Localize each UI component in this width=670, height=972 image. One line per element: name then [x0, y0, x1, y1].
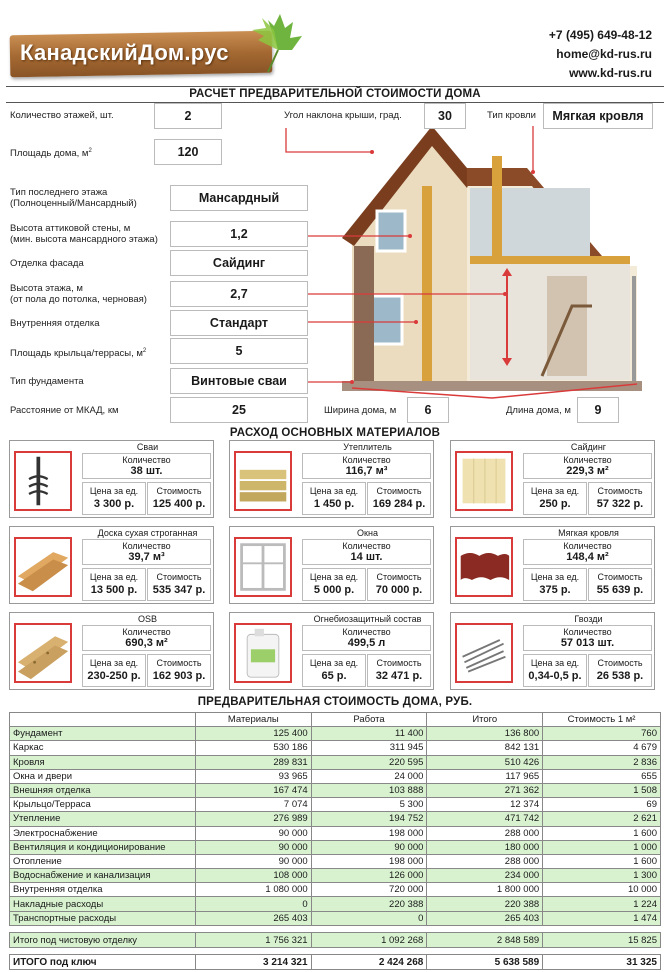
foundation-label: Тип фундамента: [10, 376, 84, 387]
cell-value: 1 508: [543, 783, 661, 797]
cell-value: 126 000: [311, 869, 427, 883]
website[interactable]: www.kd-rus.ru: [569, 66, 652, 80]
material-image-icon: [234, 537, 292, 597]
quantity-box: Количество 14 шт.: [302, 539, 431, 565]
cost-box: Стоимость 535 347 р.: [147, 568, 211, 601]
table-row: [10, 911, 661, 925]
cell-value: 90 000: [195, 840, 311, 854]
cell-value: 136 800: [427, 727, 543, 741]
cell-value: 265 403: [195, 911, 311, 925]
material-card: [450, 526, 655, 604]
quantity-box: Количество 690,3 м²: [82, 625, 211, 651]
cell-value: 289 831: [195, 755, 311, 769]
cost-table: [9, 712, 661, 926]
cell-value: 1 600: [543, 854, 661, 868]
cell-value: 471 742: [427, 812, 543, 826]
cell-value: 198 000: [311, 826, 427, 840]
cell-value: 1 756 321: [195, 933, 311, 948]
material-image-icon: [455, 537, 513, 597]
row-label: Крыльцо/Терраса: [10, 798, 196, 812]
material-name: Утеплитель: [343, 442, 392, 452]
width-label: Ширина дома, м: [324, 405, 397, 416]
cell-value: 510 426: [427, 755, 543, 769]
row-label: Итого под чистовую отделку: [10, 933, 196, 948]
cell-value: 3 214 321: [195, 955, 311, 970]
phone[interactable]: +7 (495) 649-48-12: [548, 28, 652, 42]
material-card: [9, 612, 214, 690]
row-label: Транспортные расходы: [10, 911, 196, 925]
length-field[interactable]: 9: [577, 397, 619, 423]
table-row: [10, 769, 661, 783]
cell-value: 90 000: [311, 840, 427, 854]
price-box: Цена за ед. 1 450 р.: [302, 482, 366, 515]
cell-value: 7 074: [195, 798, 311, 812]
cell-value: 5 638 589: [427, 955, 543, 970]
material-card: [450, 612, 655, 690]
cell-value: 10 000: [543, 883, 661, 897]
cell-value: 234 000: [427, 869, 543, 883]
material-image-icon: [234, 623, 292, 683]
cell-value: 720 000: [311, 883, 427, 897]
table-row: [10, 783, 661, 797]
subtotal-row: [9, 932, 661, 948]
cell-value: 180 000: [427, 840, 543, 854]
material-card: [229, 526, 434, 604]
cell-value: 5 300: [311, 798, 427, 812]
price-box: Цена за ед. 230-250 р.: [82, 654, 146, 687]
price-box: Цена за ед. 250 р.: [523, 482, 587, 515]
cell-value: 1 800 000: [427, 883, 543, 897]
material-image-icon: [455, 451, 513, 511]
cell-value: 2 424 268: [311, 955, 427, 970]
material-image-icon: [14, 451, 72, 511]
roof-angle-label: Угол наклона крыши, град.: [284, 110, 402, 121]
table-row: [10, 741, 661, 755]
material-name: Сайдинг: [570, 442, 607, 452]
cell-value: 15 825: [543, 933, 661, 948]
cell-value: 31 325: [543, 955, 661, 970]
facade-label: Отделка фасада: [10, 258, 84, 269]
cell-value: 1 600: [543, 826, 661, 840]
cell-value: 2 836: [543, 755, 661, 769]
cell-value: 1 224: [543, 897, 661, 911]
width-field[interactable]: 6: [407, 397, 449, 423]
cell-value: 90 000: [195, 854, 311, 868]
material-name: Окна: [357, 528, 378, 538]
price-box: Цена за ед. 3 300 р.: [82, 482, 146, 515]
cost-box: Стоимость 70 000 р.: [367, 568, 431, 601]
cost-box: Стоимость 55 639 р.: [588, 568, 652, 601]
cell-value: 69: [543, 798, 661, 812]
table-row: [10, 840, 661, 854]
cell-value: 271 362: [427, 783, 543, 797]
row-label: Кровля: [10, 755, 196, 769]
cell-value: 11 400: [311, 727, 427, 741]
porch-field[interactable]: 5: [170, 338, 308, 364]
interior-field[interactable]: Стандарт: [170, 310, 308, 336]
cell-value: 220 388: [427, 897, 543, 911]
material-name: Доска сухая строганная: [97, 528, 198, 538]
column-header: Стоимость 1 м²: [543, 713, 661, 727]
cell-value: 2 848 589: [427, 933, 543, 948]
cell-value: 760: [543, 727, 661, 741]
logo[interactable]: КанадскийДом.рус: [20, 40, 229, 65]
floors-field[interactable]: 2: [154, 103, 222, 129]
quantity-box: Количество 116,7 м³: [302, 453, 431, 479]
cost-box: Стоимость 162 903 р.: [147, 654, 211, 687]
cell-value: 0: [311, 911, 427, 925]
material-card: [450, 440, 655, 518]
interior-label: Внутренняя отделка: [10, 318, 100, 329]
cost-box: Стоимость 26 538 р.: [588, 654, 652, 687]
floor-height-field[interactable]: 2,7: [170, 281, 308, 307]
foundation-field[interactable]: Винтовые сваи: [170, 368, 308, 394]
cell-value: 167 474: [195, 783, 311, 797]
cell-value: 0: [195, 897, 311, 911]
material-image-icon: [14, 537, 72, 597]
material-card: [9, 440, 214, 518]
costs-title: ПРЕДВАРИТЕЛЬНАЯ СТОИМОСТЬ ДОМА, РУБ.: [197, 696, 473, 708]
cost-box: Стоимость 57 322 р.: [588, 482, 652, 515]
cell-value: 198 000: [311, 854, 427, 868]
cell-value: 220 388: [311, 897, 427, 911]
area-label: Площадь дома, $м^2$: [10, 148, 92, 160]
cell-value: 1 080 000: [195, 883, 311, 897]
cell-value: 1 092 268: [311, 933, 427, 948]
top-floor-field[interactable]: Мансардный: [170, 185, 308, 211]
row-label: ИТОГО под ключ: [10, 955, 196, 970]
row-label: Утепление: [10, 812, 196, 826]
row-label: Каркас: [10, 741, 196, 755]
price-box: Цена за ед. 65 р.: [302, 654, 366, 687]
cost-box: Стоимость 169 284 р.: [367, 482, 431, 515]
row-label: Отопление: [10, 854, 196, 868]
floors-label: Количество этажей, шт.: [10, 110, 114, 121]
cell-value: 12 374: [427, 798, 543, 812]
row-label: Фундамент: [10, 727, 196, 741]
cell-value: 265 403: [427, 911, 543, 925]
material-name: Огнебиозащитный состав: [313, 614, 422, 624]
material-card: [229, 612, 434, 690]
length-label: Длина дома, м: [506, 405, 571, 416]
quantity-box: Количество 39,7 м³: [82, 539, 211, 565]
materials-title: РАСХОД ОСНОВНЫХ МАТЕРИАЛОВ: [229, 427, 441, 439]
calc-title: РАСЧЕТ ПРЕДВАРИТЕЛЬНОЙ СТОИМОСТИ ДОМА: [189, 88, 481, 100]
cell-value: 4 679: [543, 741, 661, 755]
cost-box: Стоимость 125 400 р.: [147, 482, 211, 515]
row-label: Внутренняя отделка: [10, 883, 196, 897]
material-card: [229, 440, 434, 518]
cell-value: 220 595: [311, 755, 427, 769]
quantity-box: Количество 57 013 шт.: [523, 625, 652, 651]
material-image-icon: [455, 623, 513, 683]
attic-height-field[interactable]: 1,2: [170, 221, 308, 247]
price-box: Цена за ед. 0,34-0,5 р.: [523, 654, 587, 687]
area-field[interactable]: 120: [154, 139, 222, 165]
quantity-box: Количество 148,4 м²: [523, 539, 652, 565]
cost-box: Стоимость 32 471 р.: [367, 654, 431, 687]
column-header: Итого: [427, 713, 543, 727]
total-row: [9, 954, 661, 970]
cell-value: 90 000: [195, 826, 311, 840]
cell-value: 530 186: [195, 741, 311, 755]
cell-value: 1 474: [543, 911, 661, 925]
price-box: Цена за ед. 375 р.: [523, 568, 587, 601]
floor-height-label: Высота этажа, м (от пола до потолка, черновая): [10, 283, 147, 305]
roof-type-field[interactable]: Мягкая кровля: [543, 103, 653, 129]
cell-value: 93 965: [195, 769, 311, 783]
row-label: Вентиляция и кондиционирование: [10, 840, 196, 854]
table-row: [10, 755, 661, 769]
cell-value: 288 000: [427, 854, 543, 868]
cell-value: 24 000: [311, 769, 427, 783]
porch-label: Площадь крыльца/террасы, $м^2$: [10, 348, 147, 360]
attic-height-label: Высота аттиковой стены, м (мин. высота мансардного этажа): [10, 223, 158, 245]
cell-value: 108 000: [195, 869, 311, 883]
roof-type-label: Тип кровли: [487, 110, 536, 121]
table-row: [10, 727, 661, 741]
cell-value: 103 888: [311, 783, 427, 797]
row-label: Окна и двери: [10, 769, 196, 783]
column-header: Работа: [311, 713, 427, 727]
cell-value: 288 000: [427, 826, 543, 840]
column-header: Материалы: [195, 713, 311, 727]
table-row: [10, 826, 661, 840]
quantity-box: Количество 38 шт.: [82, 453, 211, 479]
table-row: [10, 869, 661, 883]
row-label: Электроснабжение: [10, 826, 196, 840]
material-name: Сваи: [136, 442, 159, 452]
cell-value: 2 621: [543, 812, 661, 826]
cell-value: 276 989: [195, 812, 311, 826]
cell-value: 655: [543, 769, 661, 783]
table-row: [10, 883, 661, 897]
price-box: Цена за ед. 13 500 р.: [82, 568, 146, 601]
cell-value: 842 131: [427, 741, 543, 755]
quantity-box: Количество 499,5 л: [302, 625, 431, 651]
roof-angle-field[interactable]: 30: [424, 103, 466, 129]
table-row: [10, 897, 661, 911]
material-image-icon: [14, 623, 72, 683]
row-label: Водоснабжение и канализация: [10, 869, 196, 883]
top-floor-label: Тип последнего этажа (Полноценный/Мансардный): [10, 187, 137, 209]
row-label: Внешняя отделка: [10, 783, 196, 797]
material-name: Мягкая кровля: [558, 528, 619, 538]
material-name: OSB: [137, 614, 157, 624]
table-header: [10, 713, 661, 727]
price-box: Цена за ед. 5 000 р.: [302, 568, 366, 601]
email[interactable]: home@kd-rus.ru: [556, 47, 652, 61]
row-label: Накладные расходы: [10, 897, 196, 911]
quantity-box: Количество 229,3 м²: [523, 453, 652, 479]
material-name: Гвозди: [574, 614, 603, 624]
column-header: [10, 713, 196, 727]
table-row: [10, 854, 661, 868]
cell-value: 117 965: [427, 769, 543, 783]
cell-value: 1 000: [543, 840, 661, 854]
distance-field[interactable]: 25: [170, 397, 308, 423]
material-image-icon: [234, 451, 292, 511]
cell-value: 194 752: [311, 812, 427, 826]
cell-value: 125 400: [195, 727, 311, 741]
distance-label: Расстояние от МКАД, км: [10, 405, 119, 416]
cell-value: 311 945: [311, 741, 427, 755]
table-row: [10, 812, 661, 826]
material-card: [9, 526, 214, 604]
table-row: [10, 798, 661, 812]
facade-field[interactable]: Сайдинг: [170, 250, 308, 276]
cell-value: 1 300: [543, 869, 661, 883]
